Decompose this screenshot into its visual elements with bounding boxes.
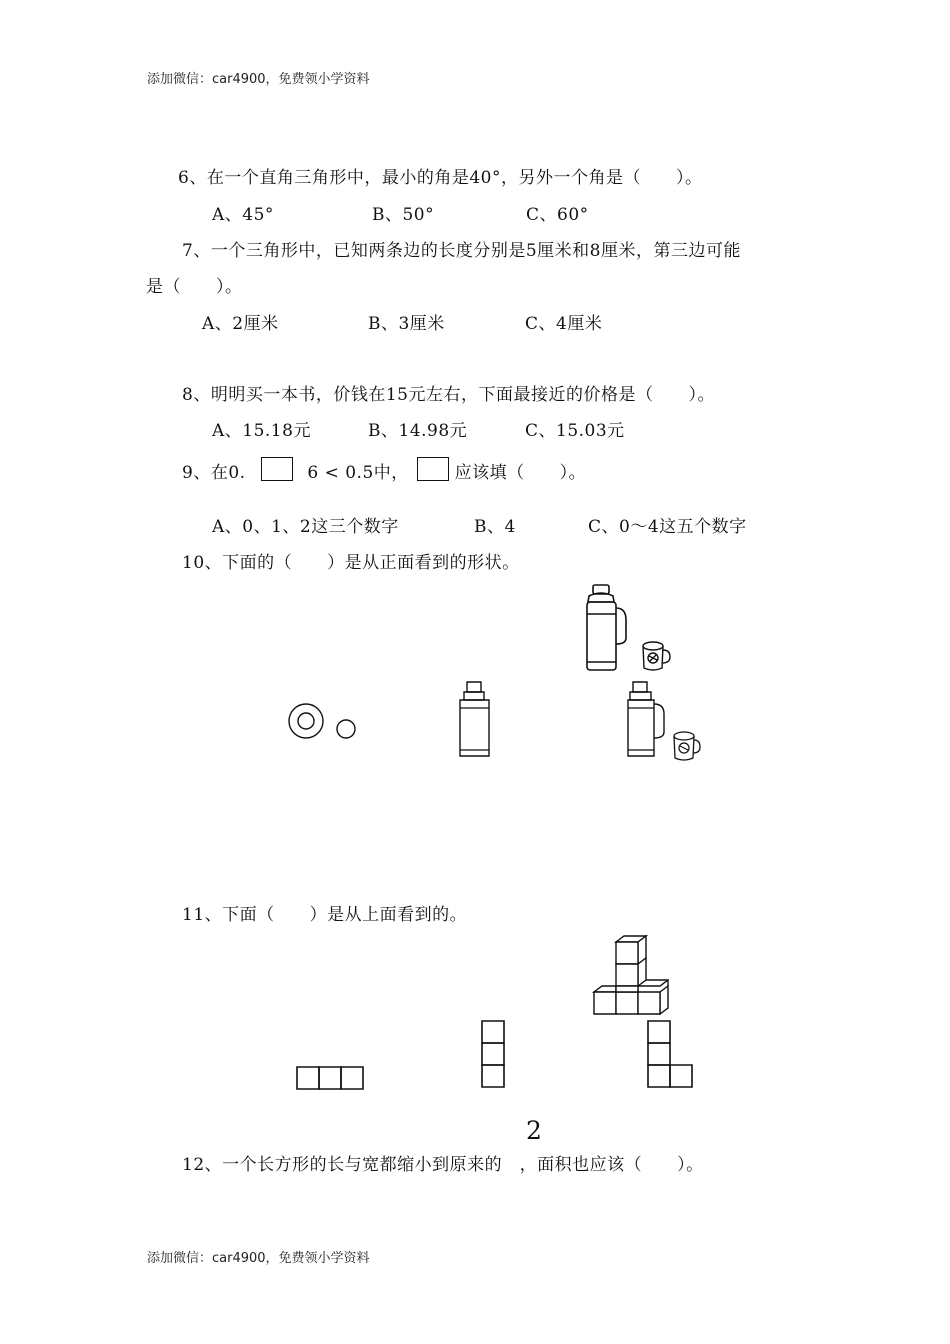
question-10-stem: 10、下面的（ ）是从正面看到的形状。 [182,553,520,573]
question-9-option-b: B、4 [474,517,516,537]
cup-icon [643,642,670,670]
page-header: 添加微信：car4900，免费领小学资料 [147,72,370,87]
option-c-thermos-cup-drawing [622,680,702,762]
large-outer-circle [289,704,323,738]
question-8-stem: 8、明明买一本书，价钱在15元左右，下面最接近的价格是（ ）。 [182,385,715,405]
blank-box-reference [417,457,449,481]
question-6-option-b: B、50° [372,205,435,225]
option-a-circles-drawing [286,700,362,746]
question-9-stem [182,457,586,483]
question-9-prefix: 9、在0. [182,463,246,483]
question-7-option-c: C、4厘米 [525,314,603,334]
question-8-option-c: C、15.03元 [525,421,625,441]
fraction-denominator: 2 [526,1116,542,1145]
question-9-suffix: 应该填（ ）。 [454,463,587,483]
question-11-stem: 11、下面（ ）是从上面看到的。 [182,905,468,925]
question-8-option-a: A、15.18元 [212,421,311,441]
blank-box [261,457,293,481]
question-6-option-c: C、60° [526,205,589,225]
question-7-option-a: A、2厘米 [202,314,279,334]
question-12-stem: 12、一个长方形的长与宽都缩小到原来的 ，面积也应该（ ）。 [182,1155,704,1175]
large-inner-circle [298,713,314,729]
thermos-icon [587,585,626,670]
option-b-three-squares-column [481,1020,507,1090]
option-b-thermos-side-drawing [455,680,495,760]
question-6-stem: 6、在一个直角三角形中，最小的角是40°，另外一个角是（ ）。 [178,168,703,188]
question-9-option-c: C、0～4这五个数字 [588,517,747,537]
page-footer: 添加微信：car4900，免费领小学资料 [147,1251,370,1266]
question-8-option-b: B、14.98元 [368,421,468,441]
question-7-stem-line1: 7、一个三角形中，已知两条边的长度分别是5厘米和8厘米，第三边可能 [182,241,741,261]
cube-stack-3d-drawing [592,932,672,1014]
option-c-l-shape-squares [647,1020,697,1090]
question-6-option-a: A、45° [212,205,274,225]
small-circle [337,720,355,738]
question-7-option-b: B、3厘米 [368,314,445,334]
question-9-option-a: A、0、1、2这三个数字 [212,517,399,537]
question-7-stem-line2: 是（ ）。 [146,277,243,297]
question-9-middle: 6 < 0.5中， [307,463,409,483]
option-a-three-squares-row [296,1066,366,1090]
thermos-and-cup-drawing [580,582,675,677]
